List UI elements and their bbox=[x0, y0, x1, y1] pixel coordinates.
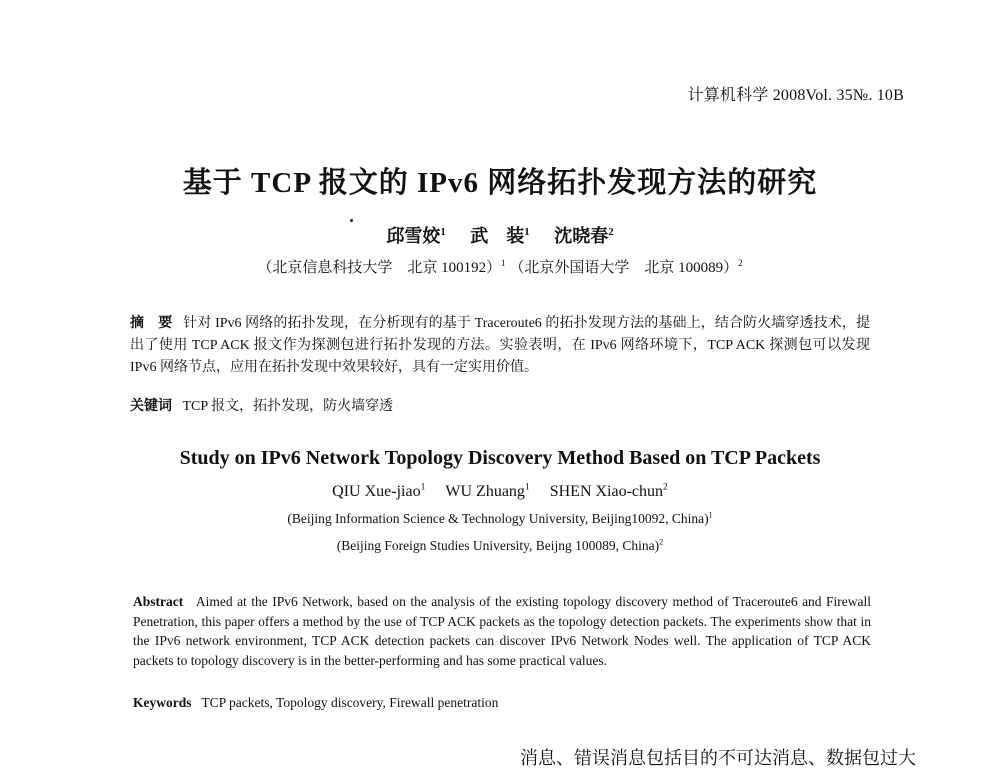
affiliation-en-2 bbox=[0, 538, 1000, 554]
authors-en bbox=[0, 483, 1000, 501]
author-en-3-mark: 2 bbox=[663, 481, 668, 493]
body-text-cutoff: 消息、错误消息包括目的不可达消息、数据包过大 bbox=[520, 748, 916, 768]
author-cn-2 bbox=[470, 226, 529, 246]
abstract-cn-text: 针对 IPv6 网络的拓扑发现，在分析现有的基于 Traceroute6 的拓扑发现方法的基础上，结合防火墙穿透技术，提出了使用 TCP ACK 报文作为探测包进行拓扑发现的方法。实验表明，在 IPv6 网络环境下，TCP ACK 探测包可以发现 IPv6 网络节点，应用在拓扑发现中效果较好，具有一定实用价值。 bbox=[130, 316, 871, 375]
author-en-1-mark: 1 bbox=[420, 481, 426, 493]
affiliation-en-1 bbox=[0, 511, 1000, 527]
author-cn-1-name: 邱雪姣 bbox=[386, 226, 441, 246]
affiliation-en-2-text: (Beijing Foreign Studies University, Beijng 100089, China) bbox=[336, 538, 660, 553]
author-cn-3 bbox=[554, 226, 613, 246]
affiliation-en-2-mark: 2 bbox=[659, 537, 664, 547]
author-en-2 bbox=[445, 483, 529, 500]
affiliation-cn-1: （北京信息科技大学 北京 100192） bbox=[257, 260, 502, 276]
author-en-1-name: QIU Xue-jiao bbox=[332, 483, 421, 500]
author-en-2-name: WU Zhuang bbox=[445, 483, 525, 500]
abstract-cn bbox=[130, 312, 870, 379]
journal-header: 计算机科学 2008Vol. 35№. 10B bbox=[687, 87, 904, 104]
author-cn-1 bbox=[386, 226, 445, 246]
abstract-cn-label: 摘 要 bbox=[130, 315, 173, 331]
affiliation-en-1-mark: 1 bbox=[708, 510, 713, 520]
keywords-cn-text: TCP 报文，拓扑发现，防火墙穿透 bbox=[182, 399, 394, 414]
author-cn-1-mark: 1 bbox=[440, 226, 446, 238]
abstract-en-label: Abstract bbox=[133, 594, 184, 609]
author-cn-2-mark: 1 bbox=[524, 226, 530, 238]
abstract-en-text: Aimed at the IPv6 Network, based on the analysis of the existing topology discovery method of Traceroute6 and Firewall Penetration, this paper offers a method by the use of TCP ACK packets as the topology detection packets. The experiments show that in the IPv6 network environment, TCP ACK detection packets can discover IPv6 Network Nodes well. The application of TCP ACK packets to topology discovery is in the better-performing and has some practical values. bbox=[133, 594, 871, 668]
affiliation-en-1-text: (Beijing Information Science & Technology University, Beijing10092, China) bbox=[287, 511, 709, 526]
authors-cn bbox=[0, 222, 1000, 248]
paper-title-cn: 基于 TCP 报文的 IPv6 网络拓扑发现方法的研究 bbox=[182, 167, 818, 199]
paper-title-en: Study on IPv6 Network Topology Discovery Method Based on TCP Packets bbox=[179, 447, 821, 469]
keywords-cn-label: 关键词 bbox=[130, 398, 172, 414]
author-cn-3-name: 沈晓春 bbox=[554, 226, 609, 246]
affiliation-cn-2-mark: 2 bbox=[738, 258, 743, 268]
author-en-3 bbox=[550, 483, 668, 500]
author-cn-2-name: 武 装 bbox=[470, 226, 525, 246]
affiliation-cn-2: （北京外国语大学 北京 100089） bbox=[509, 260, 739, 276]
author-en-2-mark: 1 bbox=[524, 481, 530, 493]
keywords-en bbox=[133, 695, 871, 711]
author-cn-3-mark: 2 bbox=[608, 226, 614, 238]
keywords-en-label: Keywords bbox=[133, 695, 192, 710]
affiliation-cn-1-mark: 1 bbox=[501, 258, 506, 268]
keywords-en-text: TCP packets, Topology discovery, Firewall penetration bbox=[201, 695, 499, 710]
affiliations-cn bbox=[0, 256, 1000, 277]
author-en-1 bbox=[332, 483, 425, 500]
keywords-cn bbox=[130, 395, 870, 415]
author-en-3-name: SHEN Xiao-chun bbox=[549, 483, 664, 500]
abstract-en bbox=[133, 592, 871, 670]
